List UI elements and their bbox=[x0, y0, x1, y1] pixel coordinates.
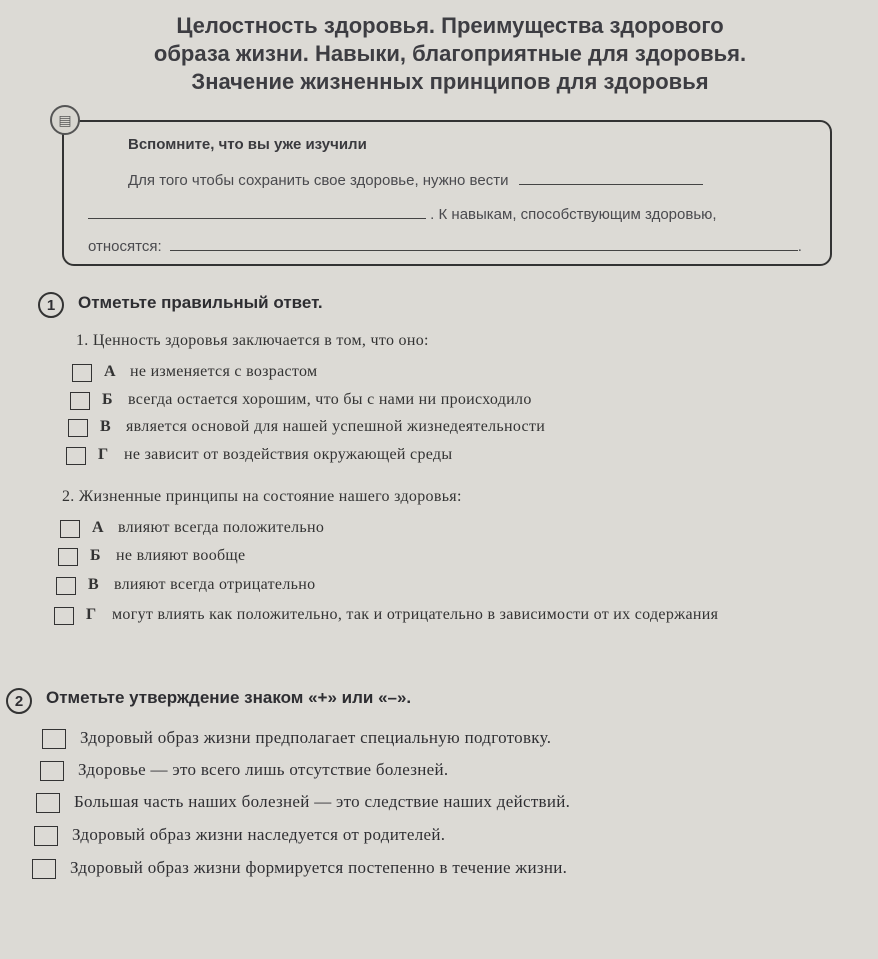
task-2-title: Отметьте утверждение знаком «+» или «–». bbox=[46, 688, 412, 707]
recall-heading: Вспомните, что вы уже изучили bbox=[128, 136, 367, 153]
option-text: всегда остается хорошим, что бы с нами ни происходило bbox=[128, 391, 532, 408]
statement-5[interactable] bbox=[32, 858, 567, 879]
answer-blank-1[interactable] bbox=[519, 170, 703, 185]
option-text: является основой для нашей успешной жизнедеятельности bbox=[126, 418, 546, 435]
checkbox[interactable] bbox=[68, 419, 88, 437]
checkbox[interactable] bbox=[58, 548, 78, 566]
q2-option-a[interactable] bbox=[60, 519, 324, 538]
checkbox[interactable] bbox=[32, 859, 56, 879]
checkbox[interactable] bbox=[60, 520, 80, 538]
statement-1[interactable] bbox=[42, 728, 551, 749]
option-text: могут влиять как положительно, так и отрицательно в зависимости от их содержания bbox=[112, 606, 719, 623]
statement-2[interactable] bbox=[40, 760, 448, 781]
option-text: влияют всегда отрицательно bbox=[114, 576, 316, 593]
option-letter: Б bbox=[102, 391, 113, 408]
statement-text: Здоровый образ жизни наследуется от родителей. bbox=[72, 825, 446, 844]
option-letter: А bbox=[104, 363, 116, 380]
option-letter: Г bbox=[98, 446, 109, 463]
checkbox[interactable] bbox=[70, 392, 90, 410]
answer-blank-3[interactable] bbox=[170, 236, 798, 251]
checkbox[interactable] bbox=[34, 826, 58, 846]
option-letter: А bbox=[92, 519, 104, 536]
option-text: не изменяется с возрастом bbox=[130, 363, 318, 380]
checkbox[interactable] bbox=[56, 577, 76, 595]
answer-blank-2[interactable] bbox=[88, 204, 426, 219]
q2-option-d[interactable] bbox=[54, 606, 876, 628]
checkbox[interactable] bbox=[40, 761, 64, 781]
title-line-1: Целостность здоровья. Преимущества здорового bbox=[176, 13, 724, 38]
recall-line-1-text: Для того чтобы сохранить свое здоровье, нужно вести bbox=[128, 172, 509, 189]
recall-line-3-label: относятся: bbox=[88, 238, 162, 255]
title-line-2: образа жизни. Навыки, благоприятные для здоровья. bbox=[153, 41, 747, 66]
checkbox[interactable] bbox=[66, 447, 86, 465]
statement-text: Здоровый образ жизни формируется постепенно в течение жизни. bbox=[70, 858, 568, 877]
option-letter: В bbox=[100, 418, 111, 435]
option-letter: В bbox=[88, 576, 99, 593]
checkbox[interactable] bbox=[54, 607, 74, 625]
recall-line-3 bbox=[88, 236, 802, 255]
checkbox[interactable] bbox=[42, 729, 66, 749]
question-1: 1. Ценность здоровья заключается в том, что оно: bbox=[76, 332, 429, 349]
recall-line-2 bbox=[88, 204, 717, 223]
book-icon: ▤ bbox=[50, 105, 80, 135]
recall-line-3-end: . bbox=[797, 238, 802, 255]
recall-line-1 bbox=[128, 170, 703, 189]
q1-option-b[interactable] bbox=[70, 391, 532, 410]
option-text: не зависит от воздействия окружающей среды bbox=[124, 446, 453, 463]
recall-line-2-text: . К навыкам, способствующим здоровью, bbox=[430, 206, 717, 223]
option-letter: Г bbox=[86, 606, 97, 623]
question-2: 2. Жизненные принципы на состояние нашего здоровья: bbox=[62, 488, 462, 505]
option-text: влияют всегда положительно bbox=[118, 519, 325, 536]
statement-text: Здоровый образ жизни предполагает специальную подготовку. bbox=[80, 728, 552, 747]
q2-option-b[interactable] bbox=[58, 547, 245, 566]
task-1-number: 1 bbox=[38, 292, 64, 318]
statement-text: Здоровье — это всего лишь отсутствие болезней. bbox=[78, 760, 449, 779]
statement-3[interactable] bbox=[36, 792, 570, 813]
page-title bbox=[70, 12, 830, 96]
q2-option-c[interactable] bbox=[56, 576, 315, 595]
task-2-number: 2 bbox=[6, 688, 32, 714]
task-1-title: Отметьте правильный ответ. bbox=[78, 293, 323, 312]
option-text: не влияют вообще bbox=[116, 547, 246, 564]
checkbox[interactable] bbox=[36, 793, 60, 813]
option-letter: Б bbox=[90, 547, 101, 564]
q1-option-c[interactable] bbox=[68, 418, 545, 437]
q1-option-a[interactable] bbox=[72, 363, 317, 382]
statement-text: Большая часть наших болезней — это следствие наших действий. bbox=[74, 792, 571, 811]
statement-4[interactable] bbox=[34, 825, 445, 846]
checkbox[interactable] bbox=[72, 364, 92, 382]
title-line-3: Значение жизненных принципов для здоровья bbox=[191, 69, 709, 94]
q1-option-d[interactable] bbox=[66, 446, 452, 465]
